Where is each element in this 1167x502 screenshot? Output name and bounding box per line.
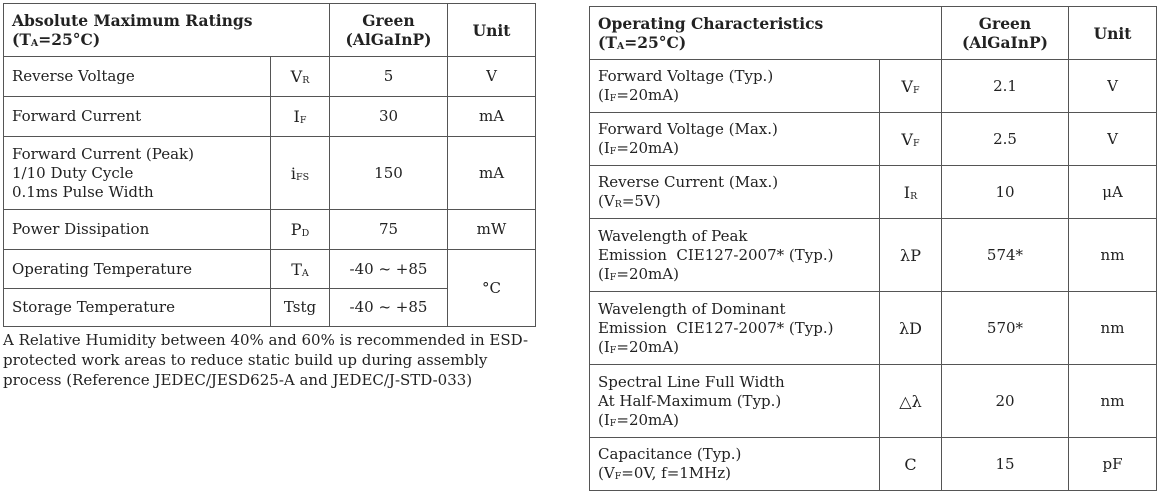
param-cell: Wavelength of Dominant Emission CIE127-2007* (Typ.) $(I_F=20mA)$ [590, 292, 880, 365]
ratings-title: Absolute Maximum Ratings [12, 11, 253, 30]
unit-cell: pF [1069, 438, 1157, 491]
value-cell: 10 [942, 166, 1069, 219]
param-cell: Capacitance (Typ.) ($V_F=0V$, f=1MHz) [590, 438, 880, 491]
value-cell: 15 [942, 438, 1069, 491]
param-cell: Spectral Line Full Width At Half-Maximum (Typ.) $(I_F=20mA)$ [590, 365, 880, 438]
symbol-cell: $i_{FS}$ [271, 137, 330, 210]
param-cell: Wavelength of Peak Emission CIE127-2007* (Typ.) $(I_F=20mA)$ [590, 219, 880, 292]
unit-column-header: Unit [1069, 7, 1157, 60]
unit-cell: nm [1069, 292, 1157, 365]
table-row [4, 57, 536, 97]
unit-cell: mA [448, 97, 536, 137]
table-row [590, 219, 1157, 292]
param-cell: Forward Voltage (Max.) $(I_F=20mA)$ [590, 113, 880, 166]
symbol-cell: C [880, 438, 942, 491]
symbol-cell: λP [880, 219, 942, 292]
humidity-note: A Relative Humidity between 40% and 60% is recommended in ESD-protected work areas to reduce static build up during assembly process (Reference JEDEC/JESD625-A and JEDEC/J-STD-033) [3, 331, 529, 389]
symbol-cell: △λ [880, 365, 942, 438]
value-cell: 20 [942, 365, 1069, 438]
unit-cell: °C [448, 250, 536, 327]
unit-cell: mW [448, 210, 536, 250]
param-cell: Reverse Current (Max.) $(V_R=5V)$ [590, 166, 880, 219]
symbol-cell: $V_F$ [880, 60, 942, 113]
param-cell: Forward Current (Peak) 1/10 Duty Cycle 0.1ms Pulse Width [4, 137, 271, 210]
value-cell: 574* [942, 219, 1069, 292]
table-row [4, 97, 536, 137]
table-row [590, 292, 1157, 365]
symbol-cell: $P_D$ [271, 210, 330, 250]
symbol-cell: Tstg [271, 289, 330, 327]
value-cell: -40 ~ +85 [330, 289, 448, 327]
operating-characteristics-table [589, 6, 1157, 491]
symbol-cell: $V_R$ [271, 57, 330, 97]
unit-cell: mA [448, 137, 536, 210]
param-cell: Forward Voltage (Typ.) $(I_F=20mA)$ [590, 60, 880, 113]
symbol-cell: $I_R$ [880, 166, 942, 219]
ratings-condition: $(T_A=25^\circ C)$ [12, 30, 101, 49]
table-row [4, 137, 536, 210]
table-row [590, 113, 1157, 166]
unit-cell: V [1069, 60, 1157, 113]
green-column-header: Green (AlGaInP) [330, 4, 448, 57]
param-cell: Forward Current [4, 97, 271, 137]
unit-cell: nm [1069, 365, 1157, 438]
symbol-cell: λD [880, 292, 942, 365]
unit-cell: μA [1069, 166, 1157, 219]
param-cell: Reverse Voltage [4, 57, 271, 97]
unit-cell: nm [1069, 219, 1157, 292]
param-cell: Storage Temperature [4, 289, 271, 327]
symbol-cell: $T_A$ [271, 250, 330, 289]
value-cell: 570* [942, 292, 1069, 365]
table-header-row [590, 7, 1157, 60]
characteristics-condition: $(T_A=25^\circ C)$ [598, 33, 687, 52]
value-cell: 150 [330, 137, 448, 210]
characteristics-title: Operating Characteristics [598, 14, 824, 33]
table-row [4, 250, 536, 289]
value-cell: 2.1 [942, 60, 1069, 113]
param-cell: Operating Temperature [4, 250, 271, 289]
table-row [590, 438, 1157, 491]
table-row [590, 166, 1157, 219]
unit-column-header: Unit [448, 4, 536, 57]
param-cell: Power Dissipation [4, 210, 271, 250]
green-column-header: Green (AlGaInP) [942, 7, 1069, 60]
absolute-maximum-ratings-table [3, 3, 536, 327]
value-cell: -40 ~ +85 [330, 250, 448, 289]
value-cell: 2.5 [942, 113, 1069, 166]
table-header-row [4, 4, 536, 57]
unit-cell: V [448, 57, 536, 97]
characteristics-title-cell [590, 7, 942, 60]
ratings-title-cell [4, 4, 330, 57]
table-row [590, 60, 1157, 113]
value-cell: 75 [330, 210, 448, 250]
value-cell: 5 [330, 57, 448, 97]
table-row [590, 365, 1157, 438]
unit-cell: V [1069, 113, 1157, 166]
value-cell: 30 [330, 97, 448, 137]
table-row [4, 210, 536, 250]
symbol-cell: $I_F$ [271, 97, 330, 137]
symbol-cell: $V_F$ [880, 113, 942, 166]
